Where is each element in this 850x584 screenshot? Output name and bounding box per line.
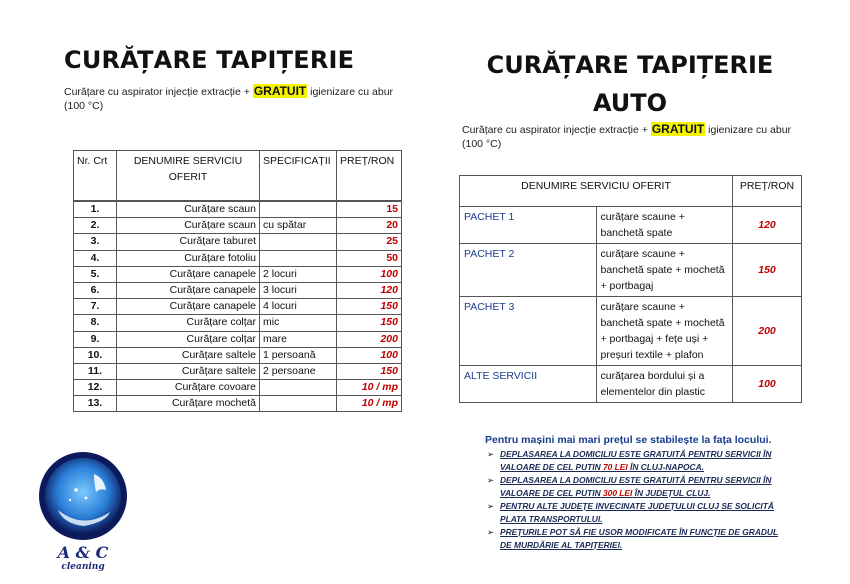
row-nr: 9. [74, 331, 117, 347]
row-price: 10 / mp [337, 380, 402, 396]
left-intro [64, 84, 394, 113]
logo-star-icon [69, 499, 71, 501]
right-intro-text-end: igienizare cu abur (100 °C) [462, 124, 792, 150]
row-spec [260, 234, 337, 250]
header-price: PREȚ/RON [337, 151, 402, 201]
auto-price: 200 [733, 297, 802, 366]
row-nr: 12. [74, 380, 117, 396]
row-nr: 8. [74, 315, 117, 331]
row-spec: cu spătar [260, 218, 337, 234]
note-text: DEPLASAREA LA DOMICILIU ESTE GRATUITĂ PENTRU SERVICII ÎN VALOARE DE CEL PUTIN [500, 475, 772, 498]
auto-header-price: PREȚ/RON [733, 176, 802, 207]
auto-description: curățare scaune + banchetă spate [596, 207, 733, 244]
table-row [74, 282, 402, 298]
note-text: PREȚURILE POT SĂ FIE USOR MODIFICATE ÎN FUNCȚIE DE GRADUL DE MURDĂRIE AL TAPIȚERIEI. [500, 527, 779, 550]
table-row [74, 315, 402, 331]
row-spec [260, 250, 337, 266]
table-row [74, 380, 402, 396]
row-price: 10 / mp [337, 396, 402, 412]
row-service: Curățare scaun [117, 218, 260, 234]
row-spec [260, 380, 337, 396]
notes-lead: Pentru mașini mai mari prețul se stabilește la fața locului. [485, 434, 772, 446]
row-service: Curățare taburet [117, 234, 260, 250]
row-service: Curățare colțar [117, 315, 260, 331]
row-service: Curățare mochetă [117, 396, 260, 412]
logo-star-icon [85, 497, 88, 500]
auto-header-service: DENUMIRE SERVICIU OFERIT [460, 176, 733, 207]
table-header-row [74, 151, 402, 201]
notes-list [485, 448, 790, 551]
row-price: 50 [337, 250, 402, 266]
right-free-highlight: GRATUIT [651, 122, 705, 136]
row-price: 120 [337, 282, 402, 298]
auto-price: 150 [733, 244, 802, 297]
row-nr: 10. [74, 347, 117, 363]
row-spec: mic [260, 315, 337, 331]
left-free-highlight: GRATUIT [253, 84, 307, 98]
note-item [500, 500, 790, 525]
auto-table-row [460, 366, 802, 403]
header-service: DENUMIRE SERVICIU OFERIT [117, 151, 260, 201]
right-title-line2: AUTO [592, 89, 668, 117]
auto-package: PACHET 2 [460, 244, 597, 297]
auto-header-row [460, 176, 802, 207]
auto-price-table [459, 175, 802, 403]
table-row [74, 266, 402, 282]
row-price: 200 [337, 331, 402, 347]
row-nr: 5. [74, 266, 117, 282]
row-nr: 11. [74, 363, 117, 379]
row-service: Curățare canapele [117, 266, 260, 282]
note-item [500, 448, 790, 473]
row-spec [260, 202, 337, 218]
note-item [500, 526, 790, 551]
table-row [74, 202, 402, 218]
row-service: Curățare saltele [117, 347, 260, 363]
row-service: Curățare saltele [117, 363, 260, 379]
auto-price: 120 [733, 207, 802, 244]
table-row [74, 363, 402, 379]
row-spec: 3 locuri [260, 282, 337, 298]
note-text-end: ÎN CLUJ-NAPOCA. [630, 461, 704, 472]
row-service: Curățare fotoliu [117, 250, 260, 266]
table-row [74, 396, 402, 412]
row-price: 15 [337, 202, 402, 218]
row-price: 25 [337, 234, 402, 250]
row-price: 150 [337, 363, 402, 379]
auto-table-row [460, 207, 802, 244]
row-spec: 1 persoană [260, 347, 337, 363]
row-nr: 6. [74, 282, 117, 298]
left-intro-text-end: igienizare cu abur (100 °C) [64, 86, 394, 112]
upholstery-price-table [73, 150, 402, 412]
logo-star-icon [74, 488, 78, 492]
row-service: Curățare colțar [117, 331, 260, 347]
logo-sub: cleaning [61, 562, 105, 572]
row-service: Curățare scaun [117, 202, 260, 218]
row-service: Curățare covoare [117, 380, 260, 396]
header-nr: Nr. Crt [74, 151, 117, 201]
note-text: PENTRU ALTE JUDEȚE INVECINATE JUDEȚULUI CLUJ SE SOLICITĂ PLATA TRANSPORTULUI. [500, 501, 774, 524]
table-row [74, 331, 402, 347]
left-intro-text: Curățare cu aspirator injecție extracție + [64, 86, 250, 98]
logo-name: A & C [57, 543, 109, 562]
note-text: DEPLASAREA LA DOMICILIU ESTE GRATUITĂ PENTRU SERVICII ÎN VALOARE DE CEL PUTIN [500, 449, 772, 472]
row-spec [260, 396, 337, 412]
row-price: 20 [337, 218, 402, 234]
table-row [74, 299, 402, 315]
right-intro-text: Curățare cu aspirator injecție extracție + [462, 124, 648, 136]
row-service: Curățare canapele [117, 282, 260, 298]
row-price: 100 [337, 266, 402, 282]
left-title: CURĂȚARE TAPIȚERIE [64, 46, 355, 74]
table-row [74, 347, 402, 363]
auto-table-row [460, 297, 802, 366]
note-item [500, 474, 790, 499]
right-title-line1: CURĂȚARE TAPIȚERIE [486, 51, 774, 79]
notes [485, 434, 790, 552]
table-row [74, 234, 402, 250]
row-spec: 2 locuri [260, 266, 337, 282]
note-value: 300 LEI [603, 487, 633, 498]
header-spec: SPECIFICAȚII [260, 151, 337, 201]
row-spec: 2 persoane [260, 363, 337, 379]
right-title [430, 46, 830, 122]
table-row [74, 218, 402, 234]
auto-package: ALTE SERVICII [460, 366, 597, 403]
auto-package: PACHET 1 [460, 207, 597, 244]
right-intro [462, 122, 792, 151]
row-nr: 4. [74, 250, 117, 266]
auto-description: curățare scaune + banchetă spate + mochetă + portbagaj + fețe uși + preșuri textile + plafon [596, 297, 733, 366]
row-nr: 3. [74, 234, 117, 250]
row-nr: 13. [74, 396, 117, 412]
auto-table-row [460, 244, 802, 297]
logo-text [40, 544, 126, 572]
row-price: 150 [337, 315, 402, 331]
auto-package: PACHET 3 [460, 297, 597, 366]
note-value: 70 LEI [603, 461, 628, 472]
price-rows [74, 201, 402, 412]
row-nr: 2. [74, 218, 117, 234]
row-price: 100 [337, 347, 402, 363]
note-text-end: ÎN JUDEȚUL CLUJ. [634, 487, 711, 498]
row-nr: 1. [74, 202, 117, 218]
row-price: 150 [337, 299, 402, 315]
auto-description: curățare scaune + banchetă spate + mochetă + portbagaj [596, 244, 733, 297]
auto-price: 100 [733, 366, 802, 403]
auto-description: curățarea bordului și a elementelor din plastic [596, 366, 733, 403]
row-spec: mare [260, 331, 337, 347]
auto-rows [460, 207, 802, 403]
row-nr: 7. [74, 299, 117, 315]
row-spec: 4 locuri [260, 299, 337, 315]
table-row [74, 250, 402, 266]
row-service: Curățare canapele [117, 299, 260, 315]
